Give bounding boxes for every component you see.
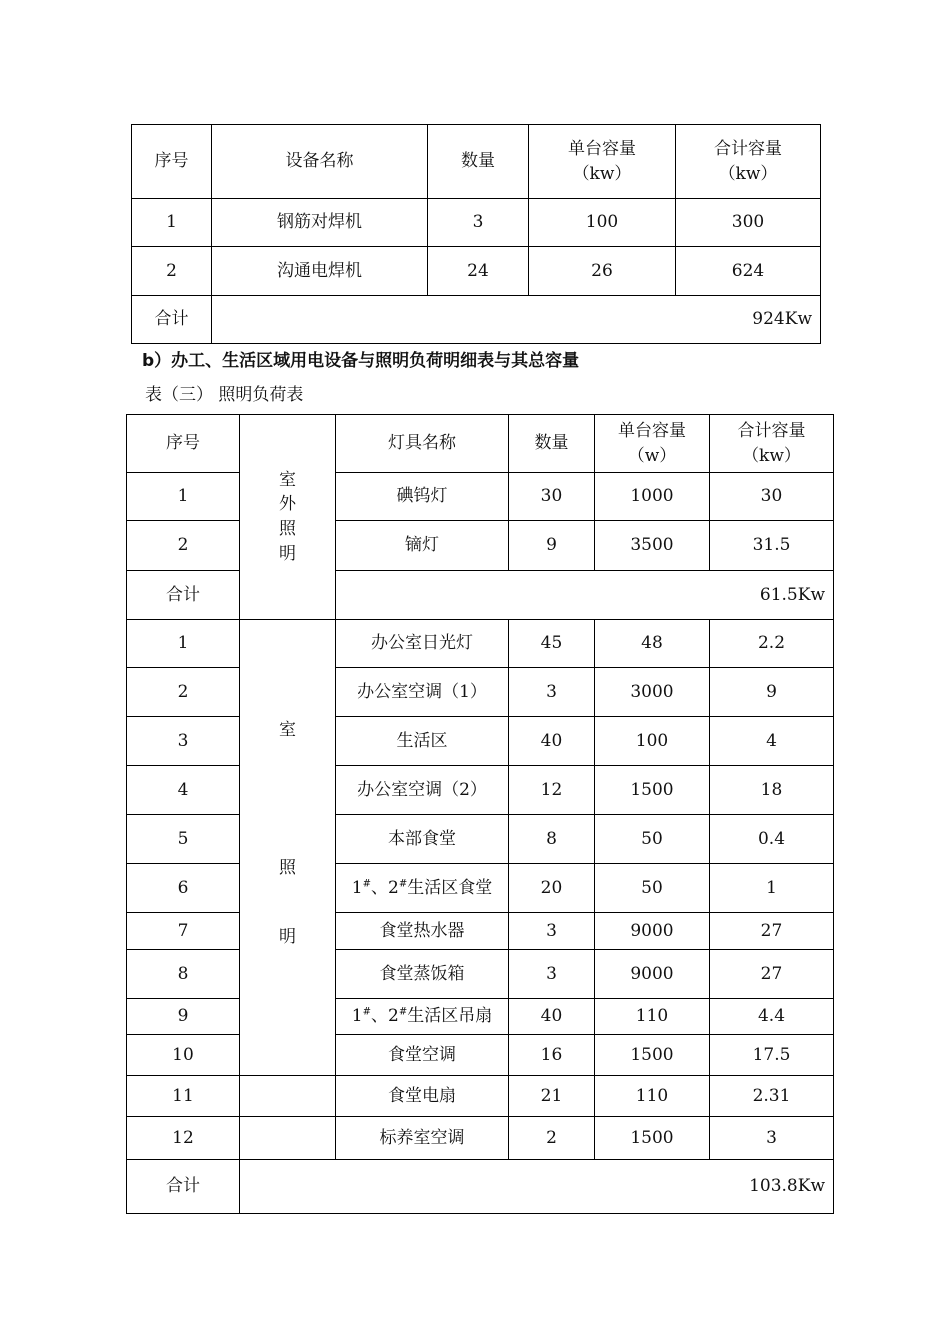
header-total-cap [710,415,834,473]
sum-label: 合计 [132,296,212,344]
cell-seq: 7 [127,913,240,950]
cell-qty: 40 [509,999,595,1035]
cell-seq: 11 [127,1076,240,1117]
name-part: 1 [351,1006,363,1027]
header-total-cap-unit: （kw） [718,163,778,184]
table-row [127,1035,834,1076]
sum-row [127,1160,834,1214]
header-seq: 序号 [127,415,240,473]
cell-qty: 8 [509,815,595,864]
sum-value: 924Kw [212,296,821,344]
table-caption: 表（三） 照明负荷表 [145,385,304,405]
name-part: 、2 [371,1006,399,1027]
cell-name: 食堂热水器 [336,913,509,950]
header-total-cap-unit: （kw） [742,445,801,466]
header-unit-cap-label: 单台容量 [618,420,686,441]
section-heading: b）办工、生活区域用电设备与照明负荷明细表与其总容量 [142,351,580,371]
header-seq: 序号 [132,125,212,199]
table-row [127,620,834,668]
header-unit-cap-unit: （kw） [572,163,632,184]
cell-qty: 3 [509,913,595,950]
header-unit-cap [529,125,676,199]
cell-name: 沟通电焊机 [212,247,428,296]
cell-empty [240,1076,336,1117]
outdoor-char: 外 [279,494,296,515]
cell-total: 17.5 [710,1035,834,1076]
cell-unit: 100 [595,717,710,766]
cell-unit: 3500 [595,521,710,571]
table-row [127,668,834,717]
table-row [127,766,834,815]
cell-empty [240,1117,336,1160]
header-total-cap-label: 合计容量 [714,138,782,159]
cell-seq: 6 [127,864,240,913]
sum-value: 103.8Kw [240,1160,834,1214]
sum-row [132,296,821,344]
cell-total: 18 [710,766,834,815]
outdoor-lighting-label [240,415,336,620]
cell-qty: 12 [509,766,595,815]
cell-unit: 9000 [595,950,710,999]
superscript: # [362,1006,371,1018]
cell-total: 27 [710,913,834,950]
cell-unit: 1000 [595,473,710,521]
cell-unit: 1500 [595,1117,710,1160]
cell-total: 2.31 [710,1076,834,1117]
cell-seq: 2 [127,521,240,571]
table-row [127,913,834,950]
cell-name: 标养室空调 [336,1117,509,1160]
superscript: # [398,1006,408,1018]
cell-seq: 4 [127,766,240,815]
cell-total: 3 [710,1117,834,1160]
cell-seq: 1 [127,620,240,668]
cell-total: 27 [710,950,834,999]
cell-qty: 3 [509,950,595,999]
cell-seq: 10 [127,1035,240,1076]
table-row [127,999,834,1035]
cell-name [336,864,509,913]
name-part: 生活区食堂 [407,877,493,898]
table-row [127,1117,834,1160]
sum-value: 61.5Kw [336,571,834,620]
header-name: 设备名称 [212,125,428,199]
equipment-table [131,124,821,344]
cell-unit: 1500 [595,766,710,815]
cell-unit: 100 [529,199,676,247]
header-qty: 数量 [509,415,595,473]
cell-seq: 1 [132,199,212,247]
name-part: 1 [351,877,363,898]
indoor-char: 明 [279,927,296,947]
cell-qty: 30 [509,473,595,521]
cell-name: 镝灯 [336,521,509,571]
cell-total: 624 [676,247,821,296]
sum-label: 合计 [127,1160,240,1214]
cell-total: 2.2 [710,620,834,668]
cell-unit: 50 [595,864,710,913]
cell-unit: 9000 [595,913,710,950]
cell-qty: 16 [509,1035,595,1076]
outdoor-sum-row [127,571,834,620]
cell-seq: 2 [127,668,240,717]
indoor-char: 照 [279,858,296,878]
table-row [132,247,821,296]
cell-unit: 26 [529,247,676,296]
table-row [127,521,834,571]
indoor-lighting-label [240,620,336,1076]
outdoor-char: 照 [279,519,296,539]
cell-total: 0.4 [710,815,834,864]
cell-name: 食堂空调 [336,1035,509,1076]
cell-unit: 110 [595,1076,710,1117]
lighting-load-table [126,414,834,1214]
table-row [127,1076,834,1117]
outdoor-char: 室 [279,469,296,490]
cell-total: 1 [710,864,834,913]
header-unit-cap-label: 单台容量 [568,138,636,159]
name-part: 生活区吊扇 [407,1006,493,1027]
cell-seq: 3 [127,717,240,766]
cell-name: 食堂电扇 [336,1076,509,1117]
cell-qty: 3 [428,199,529,247]
cell-name: 食堂蒸饭箱 [336,950,509,999]
outdoor-char: 明 [279,543,296,564]
header-qty: 数量 [428,125,529,199]
superscript: # [398,878,408,890]
cell-name: 办公室空调（1） [336,668,509,717]
cell-total: 4 [710,717,834,766]
cell-total: 300 [676,199,821,247]
cell-name: 办公室日光灯 [336,620,509,668]
cell-qty: 24 [428,247,529,296]
header-unit-cap [595,415,710,473]
name-part: 、2 [371,877,399,898]
table-row [132,199,821,247]
cell-seq: 5 [127,815,240,864]
table-row [127,717,834,766]
cell-seq: 2 [132,247,212,296]
cell-total: 4.4 [710,999,834,1035]
header-unit-cap-unit: （w） [627,445,677,466]
indoor-char: 室 [279,720,296,740]
cell-qty: 2 [509,1117,595,1160]
superscript: # [362,878,371,890]
cell-unit: 1500 [595,1035,710,1076]
cell-seq: 12 [127,1117,240,1160]
cell-qty: 21 [509,1076,595,1117]
table-row [127,473,834,521]
cell-qty: 20 [509,864,595,913]
header-name: 灯具名称 [336,415,509,473]
cell-qty: 3 [509,668,595,717]
cell-qty: 45 [509,620,595,668]
cell-total: 30 [710,473,834,521]
cell-name: 生活区 [336,717,509,766]
cell-seq: 1 [127,473,240,521]
cell-qty: 40 [509,717,595,766]
cell-qty: 9 [509,521,595,571]
table-row [127,864,834,913]
cell-name: 钢筋对焊机 [212,199,428,247]
cell-unit: 48 [595,620,710,668]
cell-unit: 50 [595,815,710,864]
header-total-cap-label: 合计容量 [737,420,806,441]
table-row [127,950,834,999]
cell-unit: 110 [595,999,710,1035]
cell-seq: 9 [127,999,240,1035]
cell-total: 9 [710,668,834,717]
cell-name [336,999,509,1035]
cell-name: 本部食堂 [336,815,509,864]
cell-total: 31.5 [710,521,834,571]
cell-unit: 3000 [595,668,710,717]
cell-name: 办公室空调（2） [336,766,509,815]
header-total-cap [676,125,821,199]
sum-label: 合计 [127,571,240,620]
table-row [127,815,834,864]
cell-seq: 8 [127,950,240,999]
cell-name: 碘钨灯 [336,473,509,521]
